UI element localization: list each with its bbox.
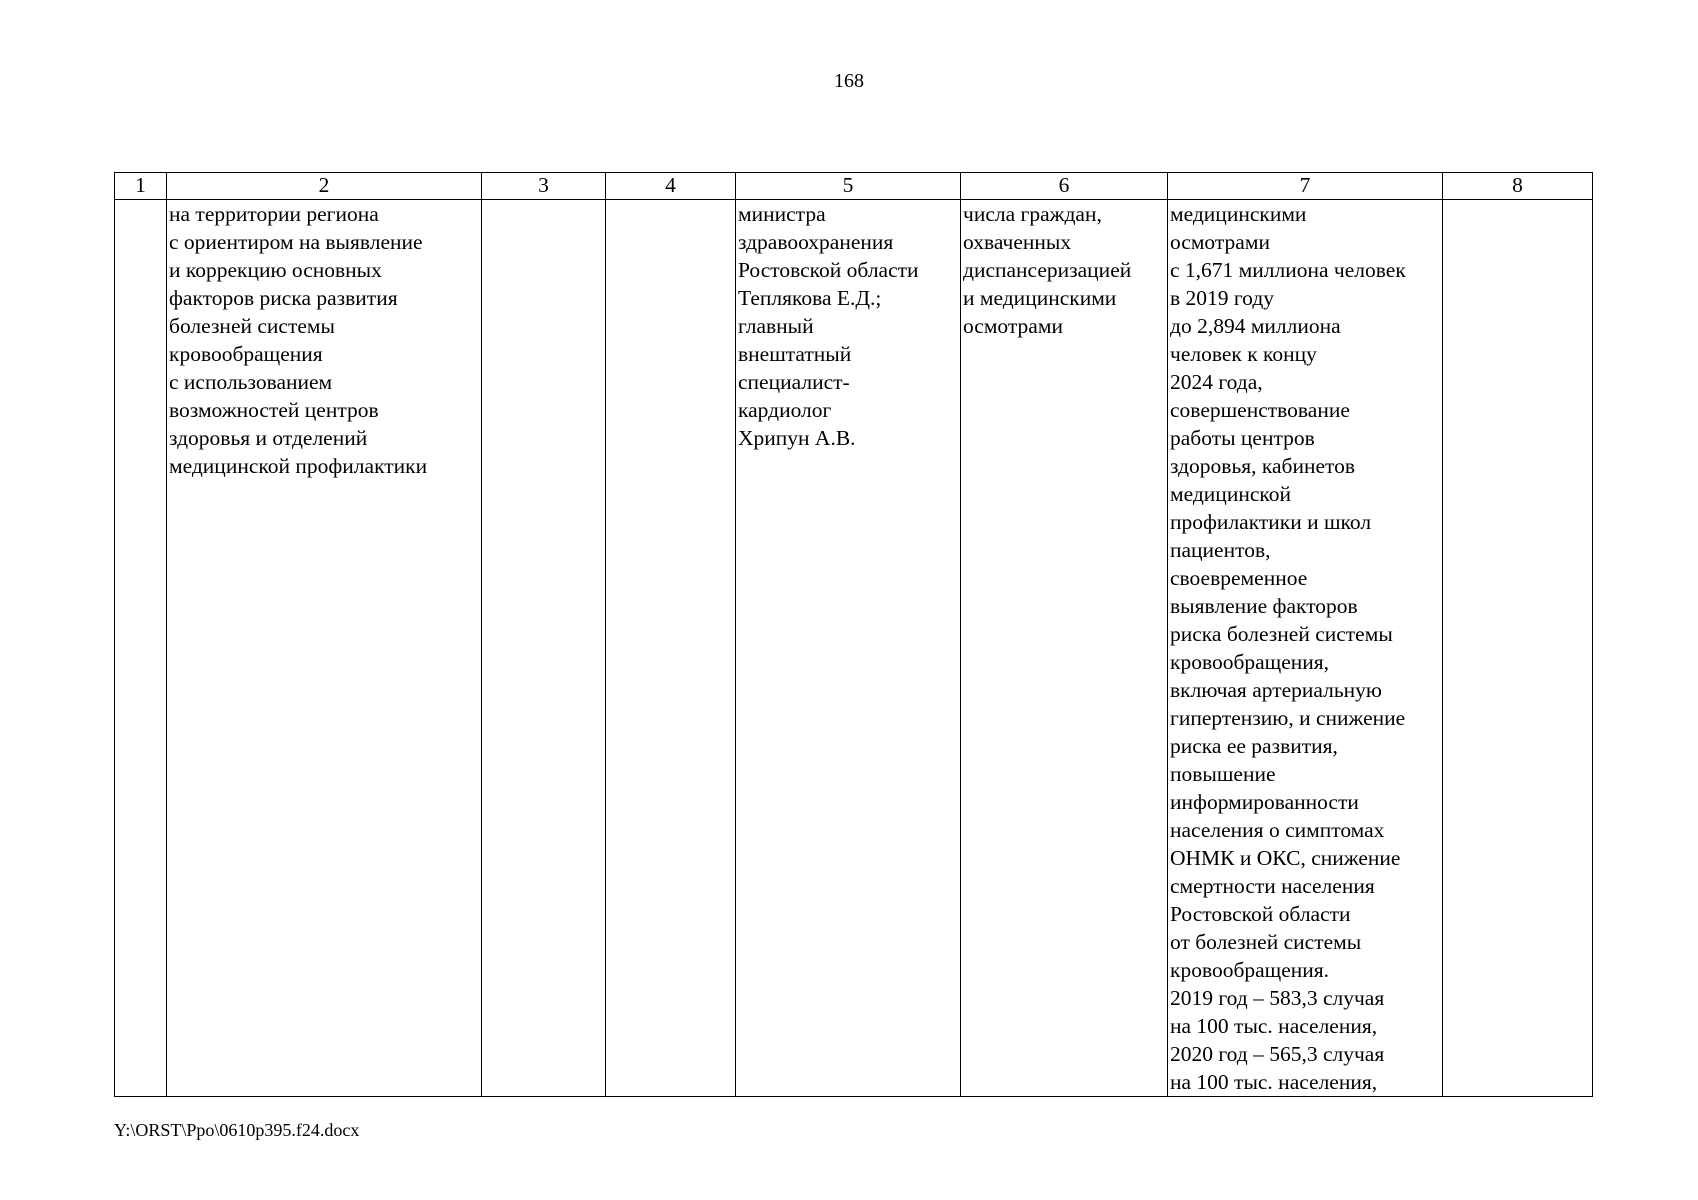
cell-text-line: Теплякова Е.Д.; bbox=[738, 286, 882, 310]
cell-text-line: кровообращения. bbox=[1170, 958, 1330, 982]
column-header-4: 4 bbox=[606, 173, 736, 200]
cell-text-line: информированности bbox=[1170, 790, 1359, 814]
cell-text-line: пациентов, bbox=[1170, 538, 1271, 562]
cell-text-line: с 1,671 миллиона человек bbox=[1170, 258, 1406, 282]
cell-text-line: 2019 год – 583,3 случая bbox=[1170, 986, 1385, 1010]
cell-text-line: включая артериальную bbox=[1170, 678, 1382, 702]
cell-text-line: министра bbox=[738, 202, 826, 226]
cell-text-line: до 2,894 миллиона bbox=[1170, 314, 1341, 338]
cell-text-line: человек к концу bbox=[1170, 342, 1317, 366]
cell-text-line: кардиолог bbox=[738, 398, 832, 422]
cell-text-line: и медицинскими bbox=[963, 286, 1117, 310]
cell-text-line: Хрипун А.В. bbox=[738, 426, 856, 450]
cell-text-line: здоровья и отделений bbox=[169, 426, 368, 450]
cell-text-line: осмотрами bbox=[1170, 230, 1270, 254]
cell-text-line: и коррекцию основных bbox=[169, 258, 382, 282]
column-header-8: 8 bbox=[1443, 173, 1593, 200]
cell-text-line: с использованием bbox=[169, 370, 333, 394]
cell-text-line: Ростовской области bbox=[1170, 902, 1351, 926]
cell-text-line: числа граждан, bbox=[963, 202, 1102, 226]
cell-text-line: медицинскими bbox=[1170, 202, 1307, 226]
cell-text-line: риска ее развития, bbox=[1170, 734, 1338, 758]
cell-text-line: возможностей центров bbox=[169, 398, 379, 422]
cell-text-line: своевременное bbox=[1170, 566, 1308, 590]
page-number: 168 bbox=[834, 70, 864, 92]
cell-text-line: кровообращения bbox=[169, 342, 323, 366]
cell-text-line: профилактики и школ bbox=[1170, 510, 1372, 534]
cell-text-line: совершенствование bbox=[1170, 398, 1350, 422]
cell-text-line: кровообращения, bbox=[1170, 650, 1330, 674]
cell-text-line: факторов риска развития bbox=[169, 286, 398, 310]
table-cell-col3 bbox=[482, 200, 606, 1097]
cell-text-line: 2020 год – 565,3 случая bbox=[1170, 1042, 1385, 1066]
column-header-6: 6 bbox=[961, 173, 1168, 200]
plan-table bbox=[114, 172, 1593, 1097]
cell-text-line: болезней системы bbox=[169, 314, 335, 338]
column-header-5: 5 bbox=[736, 173, 961, 200]
column-header-7: 7 bbox=[1168, 173, 1443, 200]
table-cell-col6 bbox=[961, 200, 1168, 1097]
cell-text-line: повышение bbox=[1170, 762, 1276, 786]
column-header-2: 2 bbox=[167, 173, 482, 200]
table-header-row bbox=[115, 173, 1593, 200]
cell-text-line: на территории региона bbox=[169, 202, 379, 226]
cell-text-line: осмотрами bbox=[963, 314, 1063, 338]
footer-file-path: Y:\ORST\Ppo\0610p395.f24.docx bbox=[114, 1120, 360, 1140]
cell-text-line: главный bbox=[738, 314, 814, 338]
cell-text-line: риска болезней системы bbox=[1170, 622, 1393, 646]
cell-text-line: ОНМК и ОКС, снижение bbox=[1170, 846, 1401, 870]
cell-text-line: выявление факторов bbox=[1170, 594, 1358, 618]
cell-text-line: здоровья, кабинетов bbox=[1170, 454, 1356, 478]
cell-text-line: специалист- bbox=[738, 370, 850, 394]
cell-text-line: медицинской профилактики bbox=[169, 454, 428, 478]
cell-text-line: внештатный bbox=[738, 342, 852, 366]
cell-text-line: здравоохранения bbox=[738, 230, 894, 254]
cell-text-line: охваченных bbox=[963, 230, 1072, 254]
cell-text-line: в 2019 году bbox=[1170, 286, 1275, 310]
table-cell-col8 bbox=[1443, 200, 1593, 1097]
table-row bbox=[115, 200, 1593, 1097]
cell-text-line: работы центров bbox=[1170, 426, 1315, 450]
cell-text-line: 2024 года, bbox=[1170, 370, 1263, 394]
cell-text-line: с ориентиром на выявление bbox=[169, 230, 423, 254]
cell-text-line: диспансеризацией bbox=[963, 258, 1132, 282]
cell-text-line: медицинской bbox=[1170, 482, 1291, 506]
cell-text-line: населения о симптомах bbox=[1170, 818, 1385, 842]
column-header-3: 3 bbox=[482, 173, 606, 200]
table-cell-col5 bbox=[736, 200, 961, 1097]
cell-text-line: на 100 тыс. населения, bbox=[1170, 1070, 1378, 1094]
table-cell-col4 bbox=[606, 200, 736, 1097]
cell-text-line: гипертензию, и снижение bbox=[1170, 706, 1406, 730]
column-header-1: 1 bbox=[115, 173, 167, 200]
table-cell-col2 bbox=[167, 200, 482, 1097]
cell-text-line: смертности населения bbox=[1170, 874, 1375, 898]
cell-text-line: Ростовской области bbox=[738, 258, 919, 282]
table-cell-col7 bbox=[1168, 200, 1443, 1097]
cell-text-line: от болезней системы bbox=[1170, 930, 1362, 954]
cell-text-line: на 100 тыс. населения, bbox=[1170, 1014, 1378, 1038]
table-cell-col1 bbox=[115, 200, 167, 1097]
